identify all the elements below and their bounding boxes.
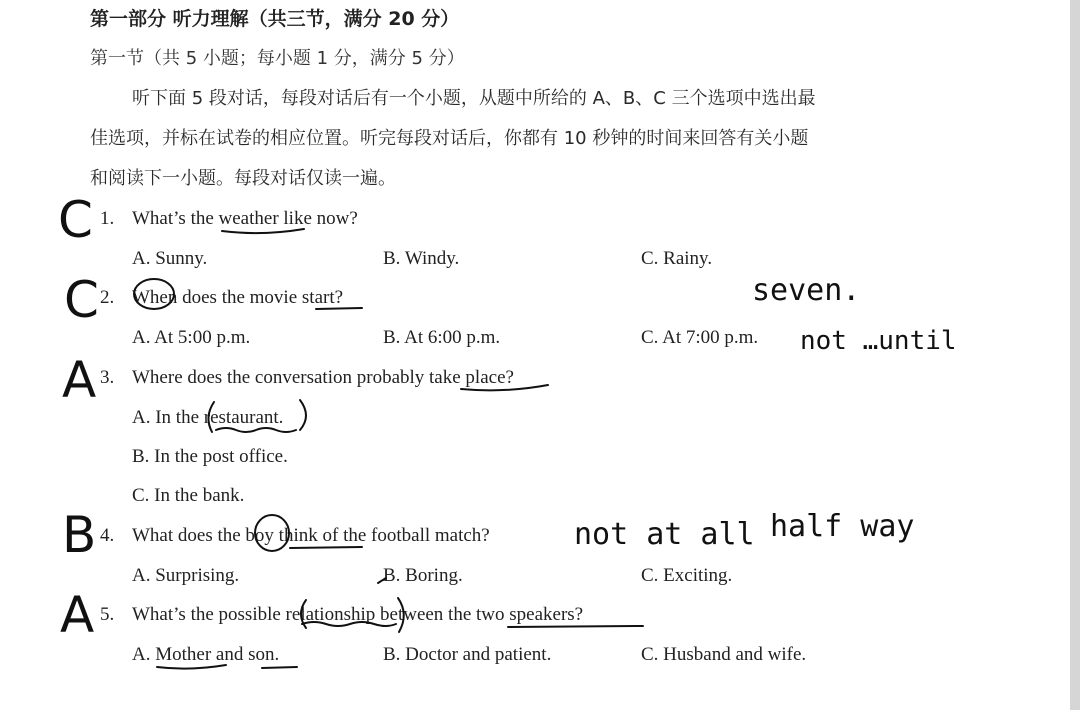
option-1c: C. Rainy. bbox=[641, 248, 713, 269]
option-2b: B. At 6:00 p.m. bbox=[383, 327, 501, 348]
question-text-1: What’s the weather like now? bbox=[132, 208, 358, 229]
underline-think-of bbox=[290, 547, 362, 548]
handwritten-answer-5: A bbox=[60, 586, 95, 644]
underline-son bbox=[262, 667, 297, 668]
handwritten-answer-4: B bbox=[62, 506, 97, 564]
handwritten-note-half-way: half way bbox=[770, 509, 915, 544]
option-4c: C. Exciting. bbox=[641, 565, 733, 586]
handwritten-answer-2: C bbox=[64, 271, 99, 329]
option-1b: B. Windy. bbox=[383, 248, 460, 269]
option-4b: B. Boring. bbox=[383, 565, 463, 586]
instructions-line-2: 佳选项，并标在试卷的相应位置。听完每段对话后，你都有 10 秒钟的时间来回答有关小题 bbox=[90, 128, 809, 149]
handwritten-note-not-until: not …until bbox=[800, 326, 957, 356]
handwritten-answer-1: C bbox=[58, 191, 93, 249]
question-number-5: 5. bbox=[100, 604, 115, 625]
option-1a: A. Sunny. bbox=[132, 248, 208, 269]
option-5b: B. Doctor and patient. bbox=[383, 644, 552, 665]
option-2a: A. At 5:00 p.m. bbox=[132, 327, 251, 348]
underline-two-speakers bbox=[508, 626, 643, 627]
section-subtitle: 第一节（共 5 小题；每小题 1 分，满分 5 分） bbox=[90, 48, 465, 69]
underline-mother bbox=[157, 665, 226, 669]
underline-start bbox=[316, 308, 362, 309]
bracket-restaurant-right bbox=[300, 400, 306, 430]
option-3a: A. In the restaurant. bbox=[132, 407, 284, 428]
question-number-1: 1. bbox=[100, 208, 115, 229]
handwritten-answer-3: A bbox=[62, 351, 97, 409]
instructions-line-1: 听下面 5 段对话，每段对话后有一个小题，从题中所给的 A、B、C 三个选项中选出最 bbox=[132, 88, 816, 109]
question-text-5: What’s the possible relationship between the two speakers? bbox=[132, 604, 584, 625]
section-title: 第一部分 听力理解（共三节，满分 20 分） bbox=[90, 8, 460, 30]
option-3c: C. In the bank. bbox=[132, 485, 245, 506]
underline-weather-like bbox=[222, 229, 304, 233]
question-text-4: What does the boy think of the football match? bbox=[132, 525, 490, 546]
handwritten-note-not-at-all: not at all bbox=[574, 517, 755, 552]
question-number-3: 3. bbox=[100, 367, 115, 388]
option-3b: B. In the post office. bbox=[132, 446, 288, 467]
option-5a: A. Mother and son. bbox=[132, 644, 280, 665]
handwritten-note-seven: seven. bbox=[752, 273, 861, 308]
option-2c: C. At 7:00 p.m. bbox=[641, 327, 759, 348]
page-edge bbox=[1070, 0, 1080, 710]
wavy-underline-restaurant bbox=[216, 428, 296, 432]
question-text-3: Where does the conversation probably take place? bbox=[132, 367, 514, 388]
question-text-2: When does the movie start? bbox=[132, 287, 344, 308]
question-number-2: 2. bbox=[100, 287, 115, 308]
question-number-4: 4. bbox=[100, 525, 115, 546]
option-5c: C. Husband and wife. bbox=[641, 644, 807, 665]
instructions-line-3: 和阅读下一小题。每段对话仅读一遍。 bbox=[90, 168, 396, 189]
option-4a: A. Surprising. bbox=[132, 565, 240, 586]
